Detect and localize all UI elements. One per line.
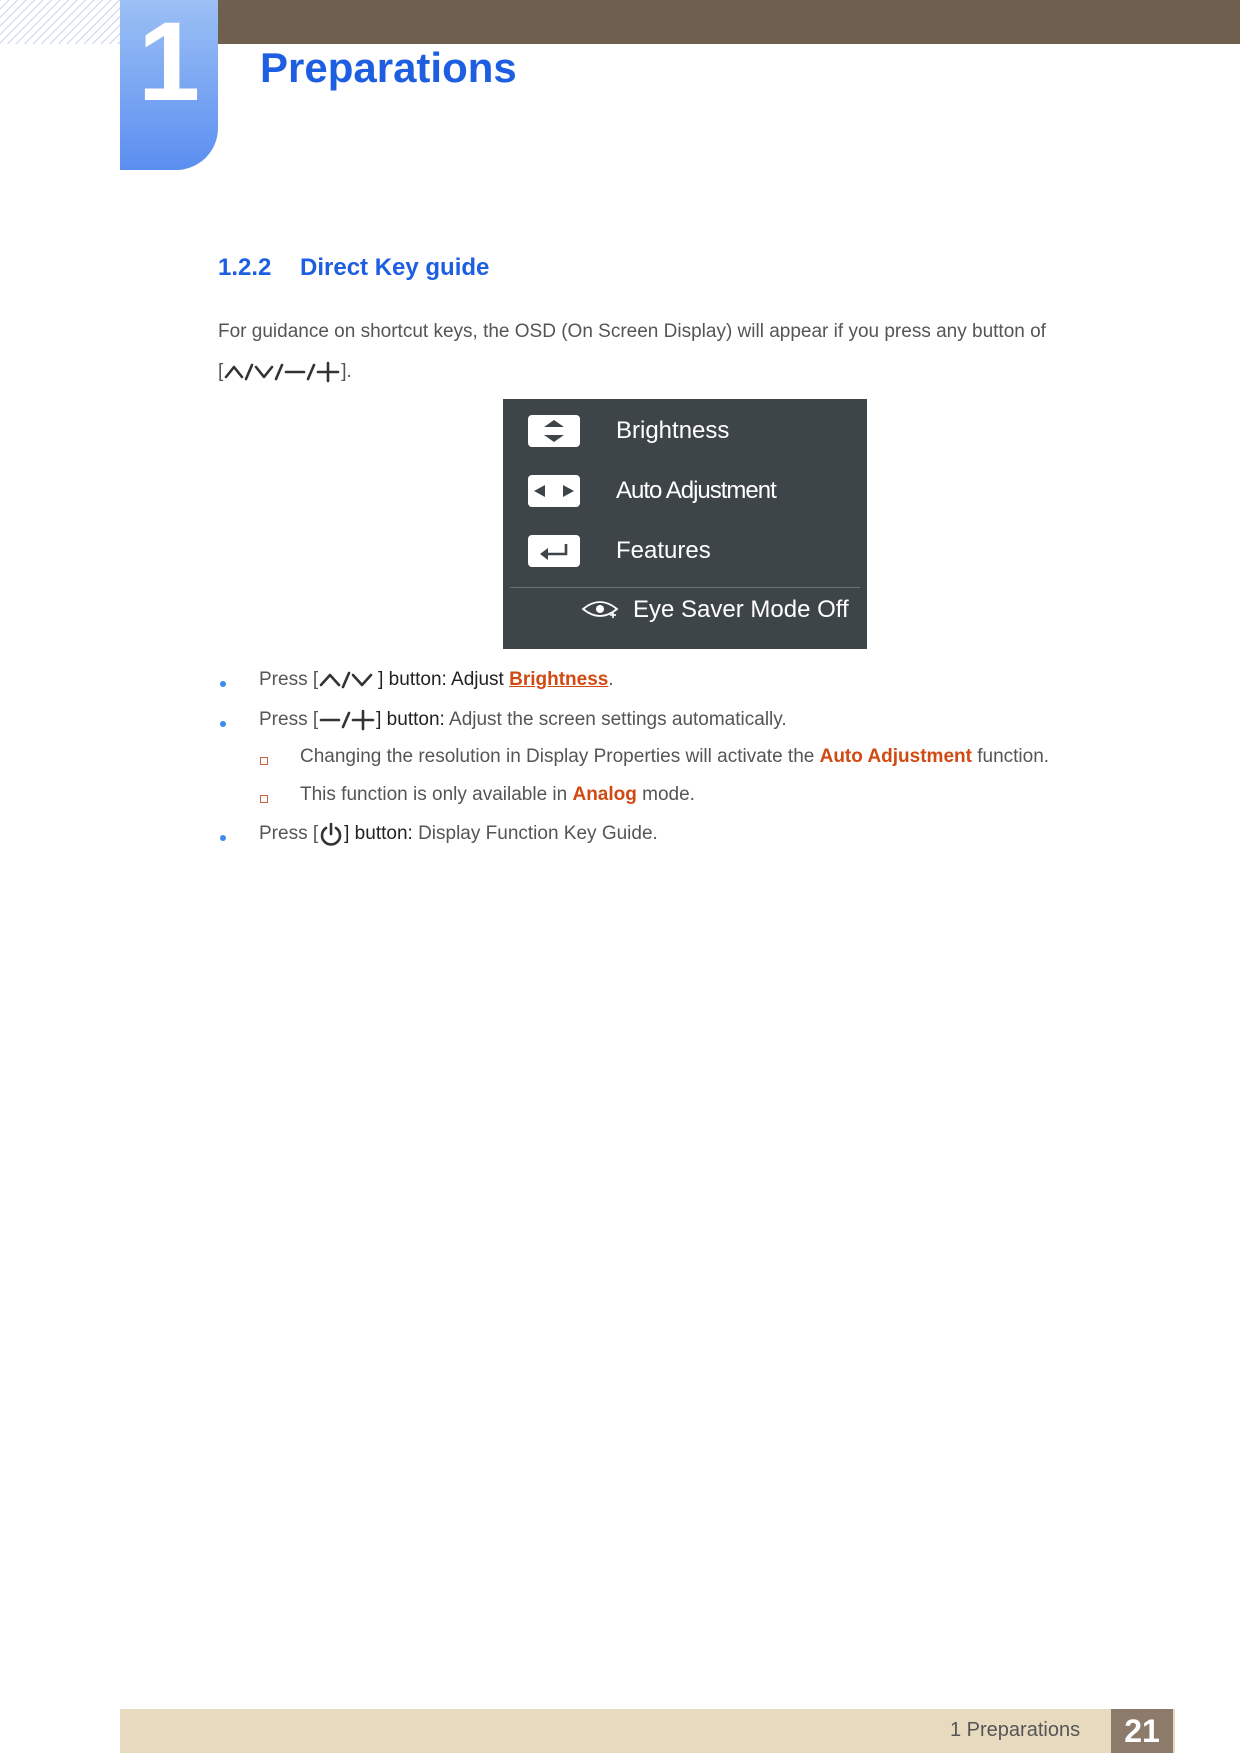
auto-adjustment-highlight: Auto Adjustment	[819, 746, 972, 767]
top-header-bar	[218, 0, 1240, 44]
sub-bullet-text-end: mode.	[636, 784, 695, 805]
up-down-arrows-icon	[528, 415, 580, 447]
osd-divider	[510, 587, 860, 588]
left-right-arrows-icon	[528, 475, 580, 507]
bullet-rest-text: Adjust the screen settings automatically.	[449, 709, 787, 730]
section-heading	[218, 254, 489, 282]
chapter-number: 1	[137, 0, 201, 124]
osd-label-auto-adjustment: Auto Adjustment	[616, 477, 776, 504]
bullet-press-text: Press [	[259, 669, 319, 690]
osd-row-features	[503, 521, 867, 571]
bullet-button-text: ] button: Adjust	[378, 669, 510, 690]
bullet-button-text: ] button:	[376, 709, 450, 730]
direct-keys-glyph-icon	[223, 361, 341, 383]
footer-chapter-label: 1 Preparations	[950, 1719, 1081, 1741]
bullet-press-text: Press [	[259, 823, 319, 844]
chapter-tab	[120, 0, 218, 170]
intro-text: For guidance on shortcut keys, the OSD (On Screen Display) will appear if you press any button of	[218, 321, 1046, 342]
brightness-link[interactable]: Brightness	[509, 669, 609, 690]
bullet-dot	[220, 681, 226, 687]
sub-bullet-text: This function is only available in	[300, 784, 573, 805]
sub-bullet-square	[260, 757, 268, 765]
bracket-close: ].	[341, 361, 352, 382]
page-number: 21	[1111, 1709, 1173, 1753]
bullet-rest-text: Display Function Key Guide.	[418, 823, 658, 844]
analog-highlight: Analog	[572, 784, 637, 805]
bullet-function-key-guide	[259, 820, 658, 848]
intro-paragraph	[218, 312, 1118, 392]
eye-saver-label: Eye Saver Mode Off	[633, 596, 849, 623]
sub-bullet-resolution	[300, 743, 1049, 771]
osd-row-auto-adjustment	[503, 461, 867, 511]
minus-plus-keys-glyph-icon	[318, 709, 376, 731]
sub-bullet-text-end: function.	[971, 746, 1050, 767]
sub-bullet-square	[260, 795, 268, 803]
section-title: Direct Key guide	[300, 254, 490, 281]
osd-direct-key-guide	[503, 399, 867, 649]
bullet-dot	[220, 835, 226, 841]
bracket-open: [	[218, 361, 224, 382]
enter-return-icon	[528, 535, 580, 567]
bullet-button-text: ] button:	[344, 823, 419, 844]
osd-row-brightness	[503, 401, 867, 451]
sub-bullet-text: Changing the resolution in Display Properties will activate the	[300, 746, 820, 767]
bullet-brightness	[259, 666, 614, 694]
osd-label-features: Features	[616, 537, 711, 564]
chapter-title: Preparations	[260, 44, 517, 91]
bullet-press-text: Press [	[259, 709, 319, 730]
up-down-keys-glyph-icon	[318, 669, 378, 691]
eye-saver-icon	[580, 597, 620, 623]
bullet-dot	[220, 721, 226, 727]
sub-bullet-analog	[300, 781, 695, 809]
power-icon	[318, 821, 344, 847]
osd-label-brightness: Brightness	[616, 417, 730, 444]
section-number: 1.2.2	[218, 254, 272, 281]
bullet-end: .	[608, 669, 614, 690]
decorative-hatch	[0, 0, 120, 44]
bullet-auto-adjust	[259, 706, 787, 734]
